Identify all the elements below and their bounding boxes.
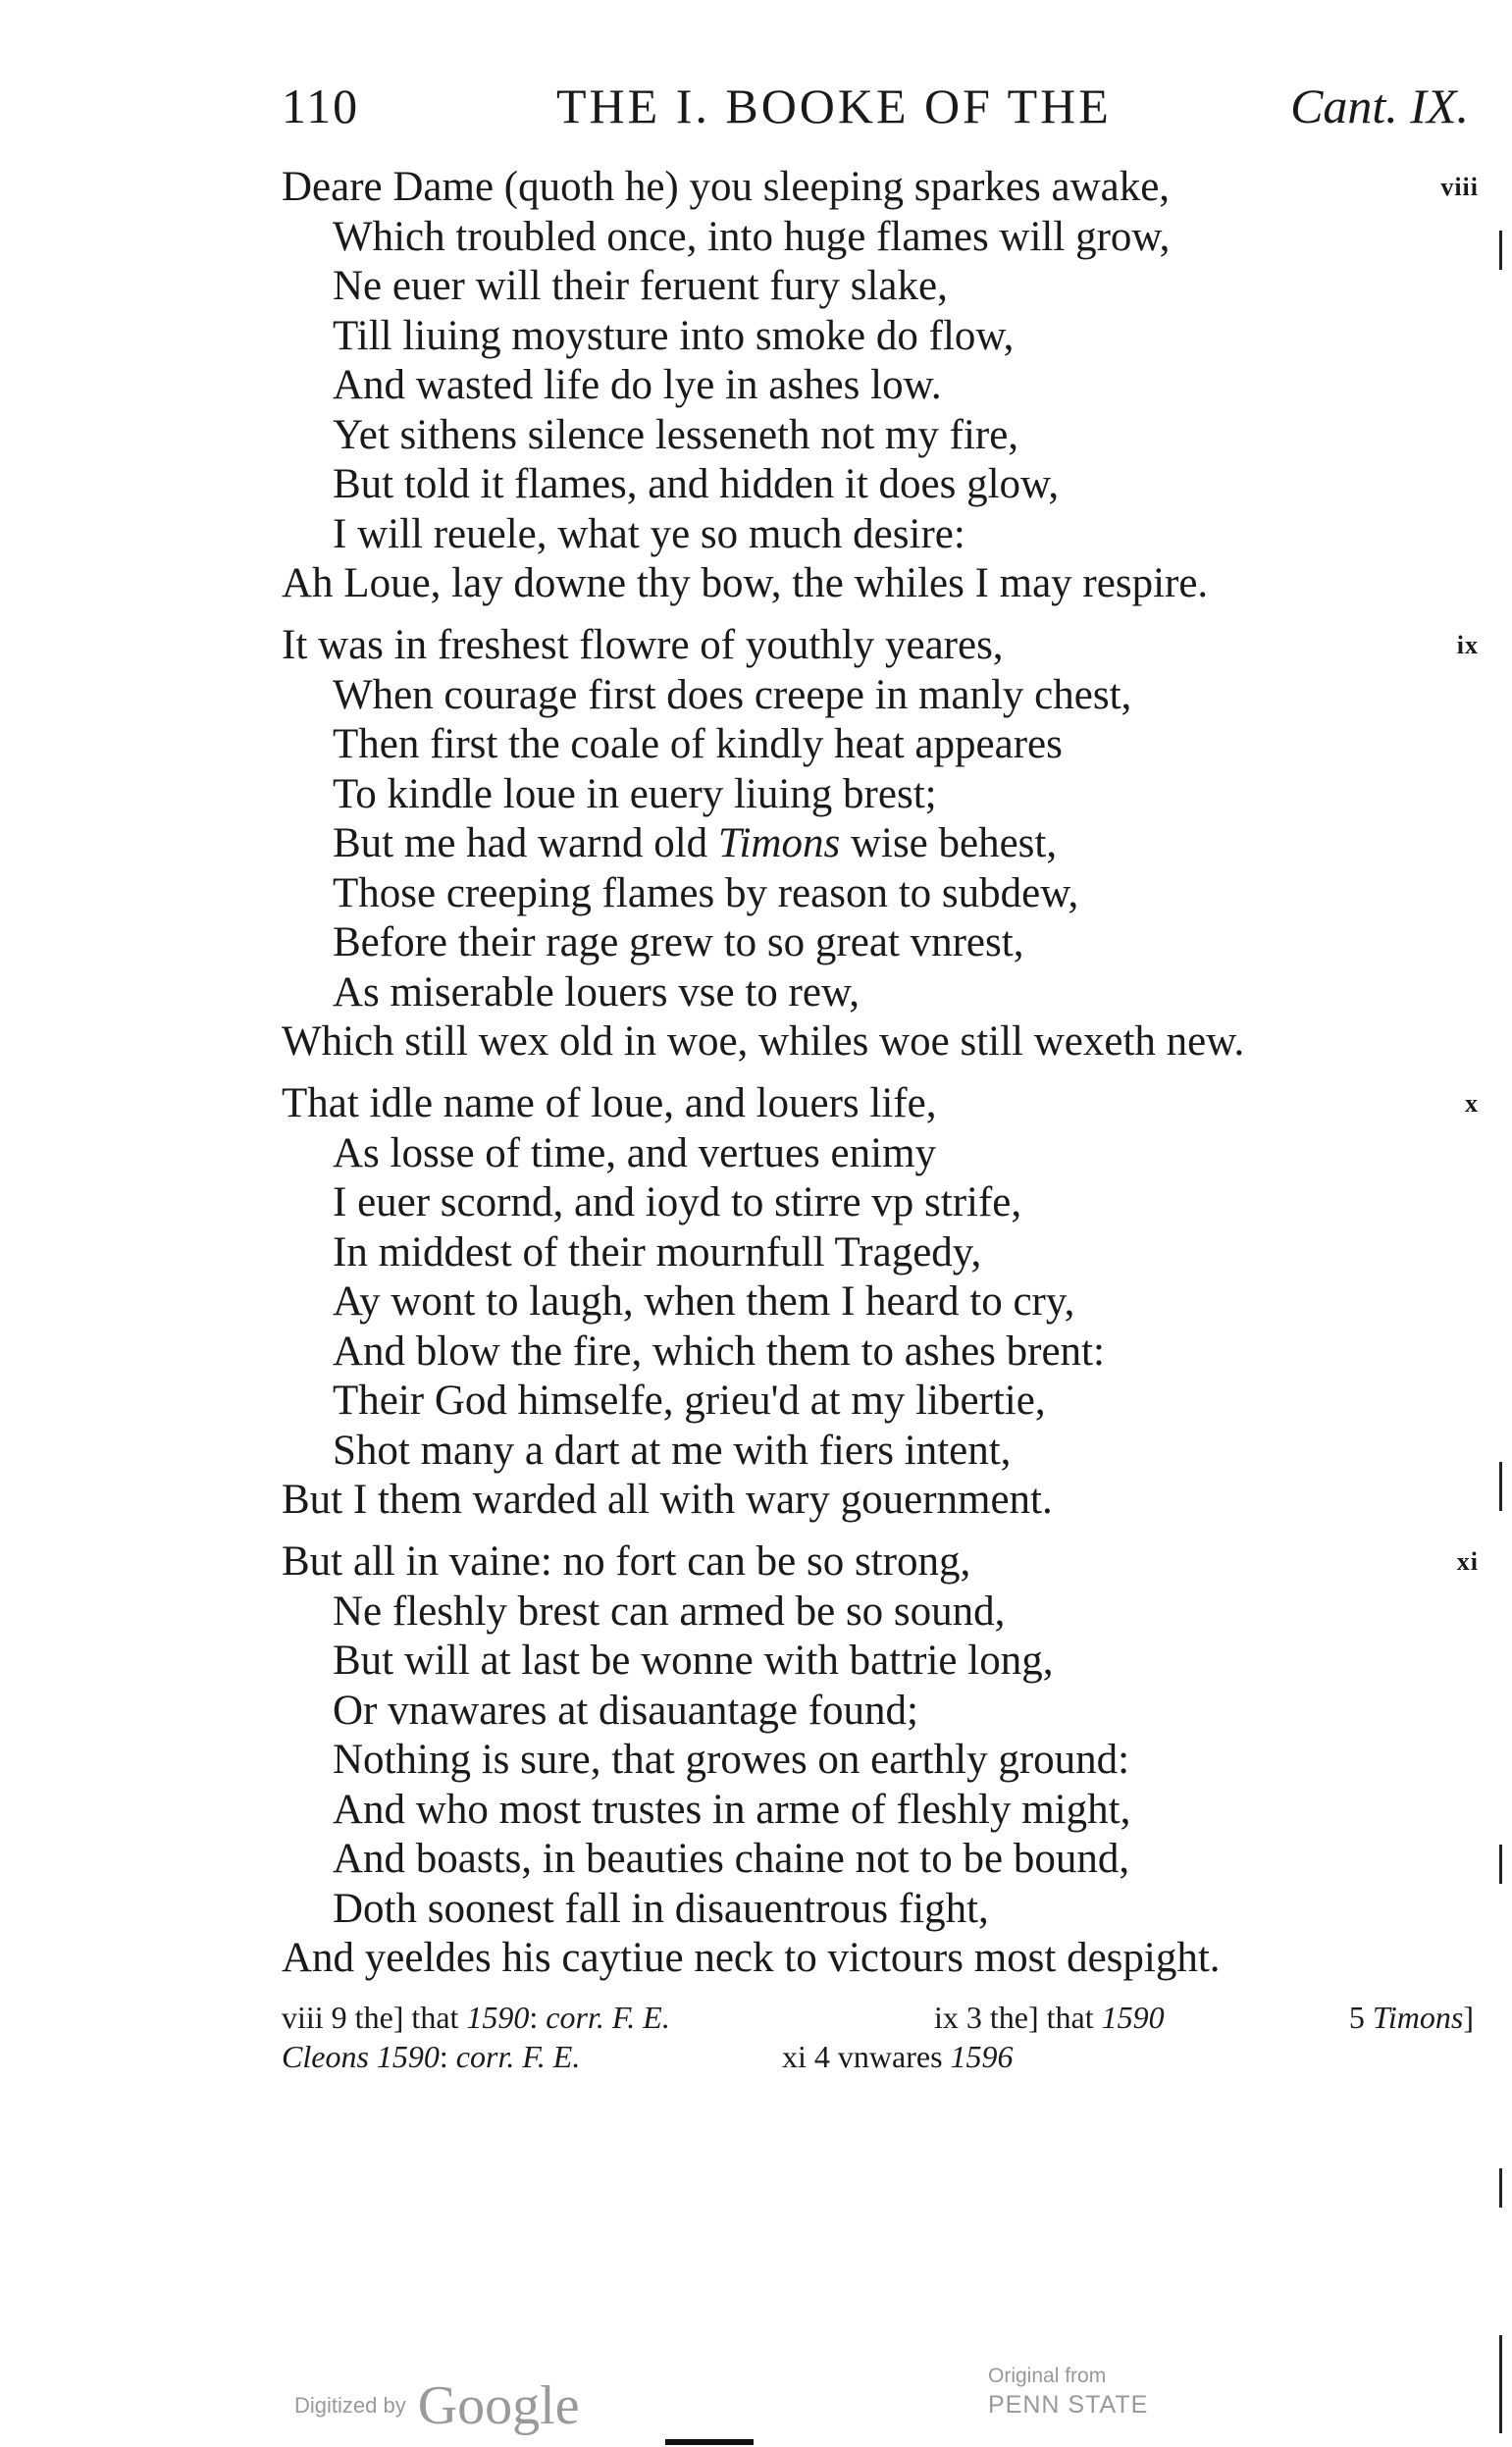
note-viii-9: viii 9 the] that 1590: corr. F. E. bbox=[282, 2000, 670, 2035]
verse-line: Which still wex old in woe, whiles woe still wexeth new. bbox=[282, 1018, 1245, 1065]
textual-notes bbox=[282, 1998, 1474, 2076]
verse-line: And boasts, in beauties chaine not to be bound, bbox=[333, 1836, 1130, 1882]
verse-line: But all in vaine: no fort can be so strong, xi bbox=[282, 1537, 1479, 1588]
original-from bbox=[988, 2363, 1148, 2420]
verse-line: As losse of time, and vertues enimy bbox=[333, 1129, 937, 1176]
stanza-xi bbox=[282, 1537, 1479, 1984]
stanza-viii bbox=[282, 163, 1479, 609]
stanza-number: viii bbox=[1440, 173, 1479, 201]
verse-line: But I them warded all with wary gouernment. bbox=[282, 1477, 1053, 1523]
margin-mark bbox=[1499, 1845, 1502, 1884]
verse-line: Their God himselfe, grieu'd at my libertie, bbox=[333, 1378, 1046, 1424]
note-line bbox=[282, 1998, 1474, 2037]
note-xi-4: xi 4 vnwares 1596 bbox=[782, 2039, 1014, 2074]
original-from-label: Original from bbox=[988, 2365, 1107, 2387]
note-ix-3: ix 3 the] that 1590 bbox=[934, 2000, 1165, 2035]
verse-line: Yet sithens silence lesseneth not my fire, bbox=[333, 411, 1019, 458]
verse-line: In middest of their mournfull Tragedy, bbox=[333, 1228, 982, 1276]
verse-line: As miserable louers vse to rew, bbox=[333, 968, 860, 1015]
verse-line: To kindle loue in euery liuing brest; bbox=[333, 770, 937, 817]
verse-line: And wasted life do lye in ashes low. bbox=[333, 362, 942, 408]
stanza-ix bbox=[282, 621, 1479, 1067]
margin-mark bbox=[1499, 231, 1502, 270]
margin-mark bbox=[1499, 2335, 1502, 2433]
verse-line: Nothing is sure, that growes on earthly ground: bbox=[333, 1737, 1130, 1783]
stanza-number: xi bbox=[1456, 1547, 1479, 1576]
verse-line: Doth soonest fall in disauentrous fight, bbox=[333, 1885, 989, 1932]
verse-line: Ay wont to laugh, when them I heard to cry, bbox=[333, 1278, 1075, 1325]
verse-line: When courage first does creepe in manly chest, bbox=[333, 671, 1132, 718]
bottom-edge-mark bbox=[665, 2439, 754, 2445]
verse-line: But will at last be wonne with battrie long, bbox=[333, 1638, 1054, 1684]
verse-line: Ne fleshly brest can armed be so sound, bbox=[333, 1588, 1006, 1635]
running-header bbox=[282, 77, 1469, 135]
verse-line: And yeeldes his caytiue neck to victours most despight. bbox=[282, 1935, 1221, 1981]
stanza-number: ix bbox=[1456, 631, 1479, 659]
stanza-x bbox=[282, 1079, 1479, 1526]
verse-line: Which troubled once, into huge flames will grow, bbox=[333, 213, 1171, 260]
verse-line: Ne euer will their feruent fury slake, bbox=[333, 263, 948, 309]
verse-line: And who most trustes in arme of fleshly might, bbox=[333, 1786, 1131, 1833]
verse-line: Deare Dame (quoth he) you sleeping sparkes awake, viii bbox=[282, 163, 1479, 213]
verse-line: I will reuele, what ye so much desire: bbox=[333, 510, 965, 557]
verse-line: It was in freshest flowre of youthly yeares, ix bbox=[282, 621, 1479, 671]
stanza-number: x bbox=[1465, 1089, 1479, 1118]
canto-label: Cant. IX. bbox=[1290, 78, 1469, 133]
institution-label: PENN STATE bbox=[988, 2391, 1149, 2419]
name-timons: Timons bbox=[717, 820, 841, 866]
digitized-by-google bbox=[294, 2374, 580, 2436]
verse-line: And blow the fire, which them to ashes brent: bbox=[333, 1328, 1105, 1375]
note-line bbox=[282, 2037, 1474, 2076]
page-number: 110 bbox=[282, 78, 360, 133]
verse-line: But me had warnd old Timons wise behest, bbox=[333, 820, 1058, 866]
margin-mark bbox=[1499, 1462, 1502, 1511]
verse-line: Those creeping flames by reason to subdew, bbox=[333, 869, 1079, 916]
margin-mark bbox=[1499, 2168, 1502, 2208]
verse-line: Till liuing moysture into smoke do flow, bbox=[333, 312, 1015, 359]
verse-line: Ah Loue, lay downe thy bow, the whiles I may respire. bbox=[282, 560, 1209, 606]
verse-line: But told it flames, and hidden it does glow, bbox=[333, 461, 1060, 507]
google-logo: Google bbox=[417, 2375, 580, 2436]
verse-line: I euer scornd, and ioyd to stirre vp strife, bbox=[333, 1179, 1022, 1225]
verse-line: Or vnawares at disauantage found; bbox=[333, 1687, 919, 1734]
verse-line: Shot many a dart at me with fiers intent, bbox=[333, 1427, 1012, 1474]
verse-line: Before their rage grew to so great vnrest, bbox=[333, 919, 1024, 965]
note-cleons: Cleons 1590: corr. F. E. bbox=[282, 2039, 581, 2074]
verse-line: That idle name of loue, and louers life, x bbox=[282, 1079, 1479, 1129]
digitized-by-label: Digitized by bbox=[294, 2393, 406, 2418]
running-title: THE I. BOOKE OF THE bbox=[556, 78, 1112, 133]
note-ix-5: 5 Timons] bbox=[1348, 2000, 1474, 2035]
verse-line: Then first the coale of kindly heat appeares bbox=[333, 721, 1063, 767]
